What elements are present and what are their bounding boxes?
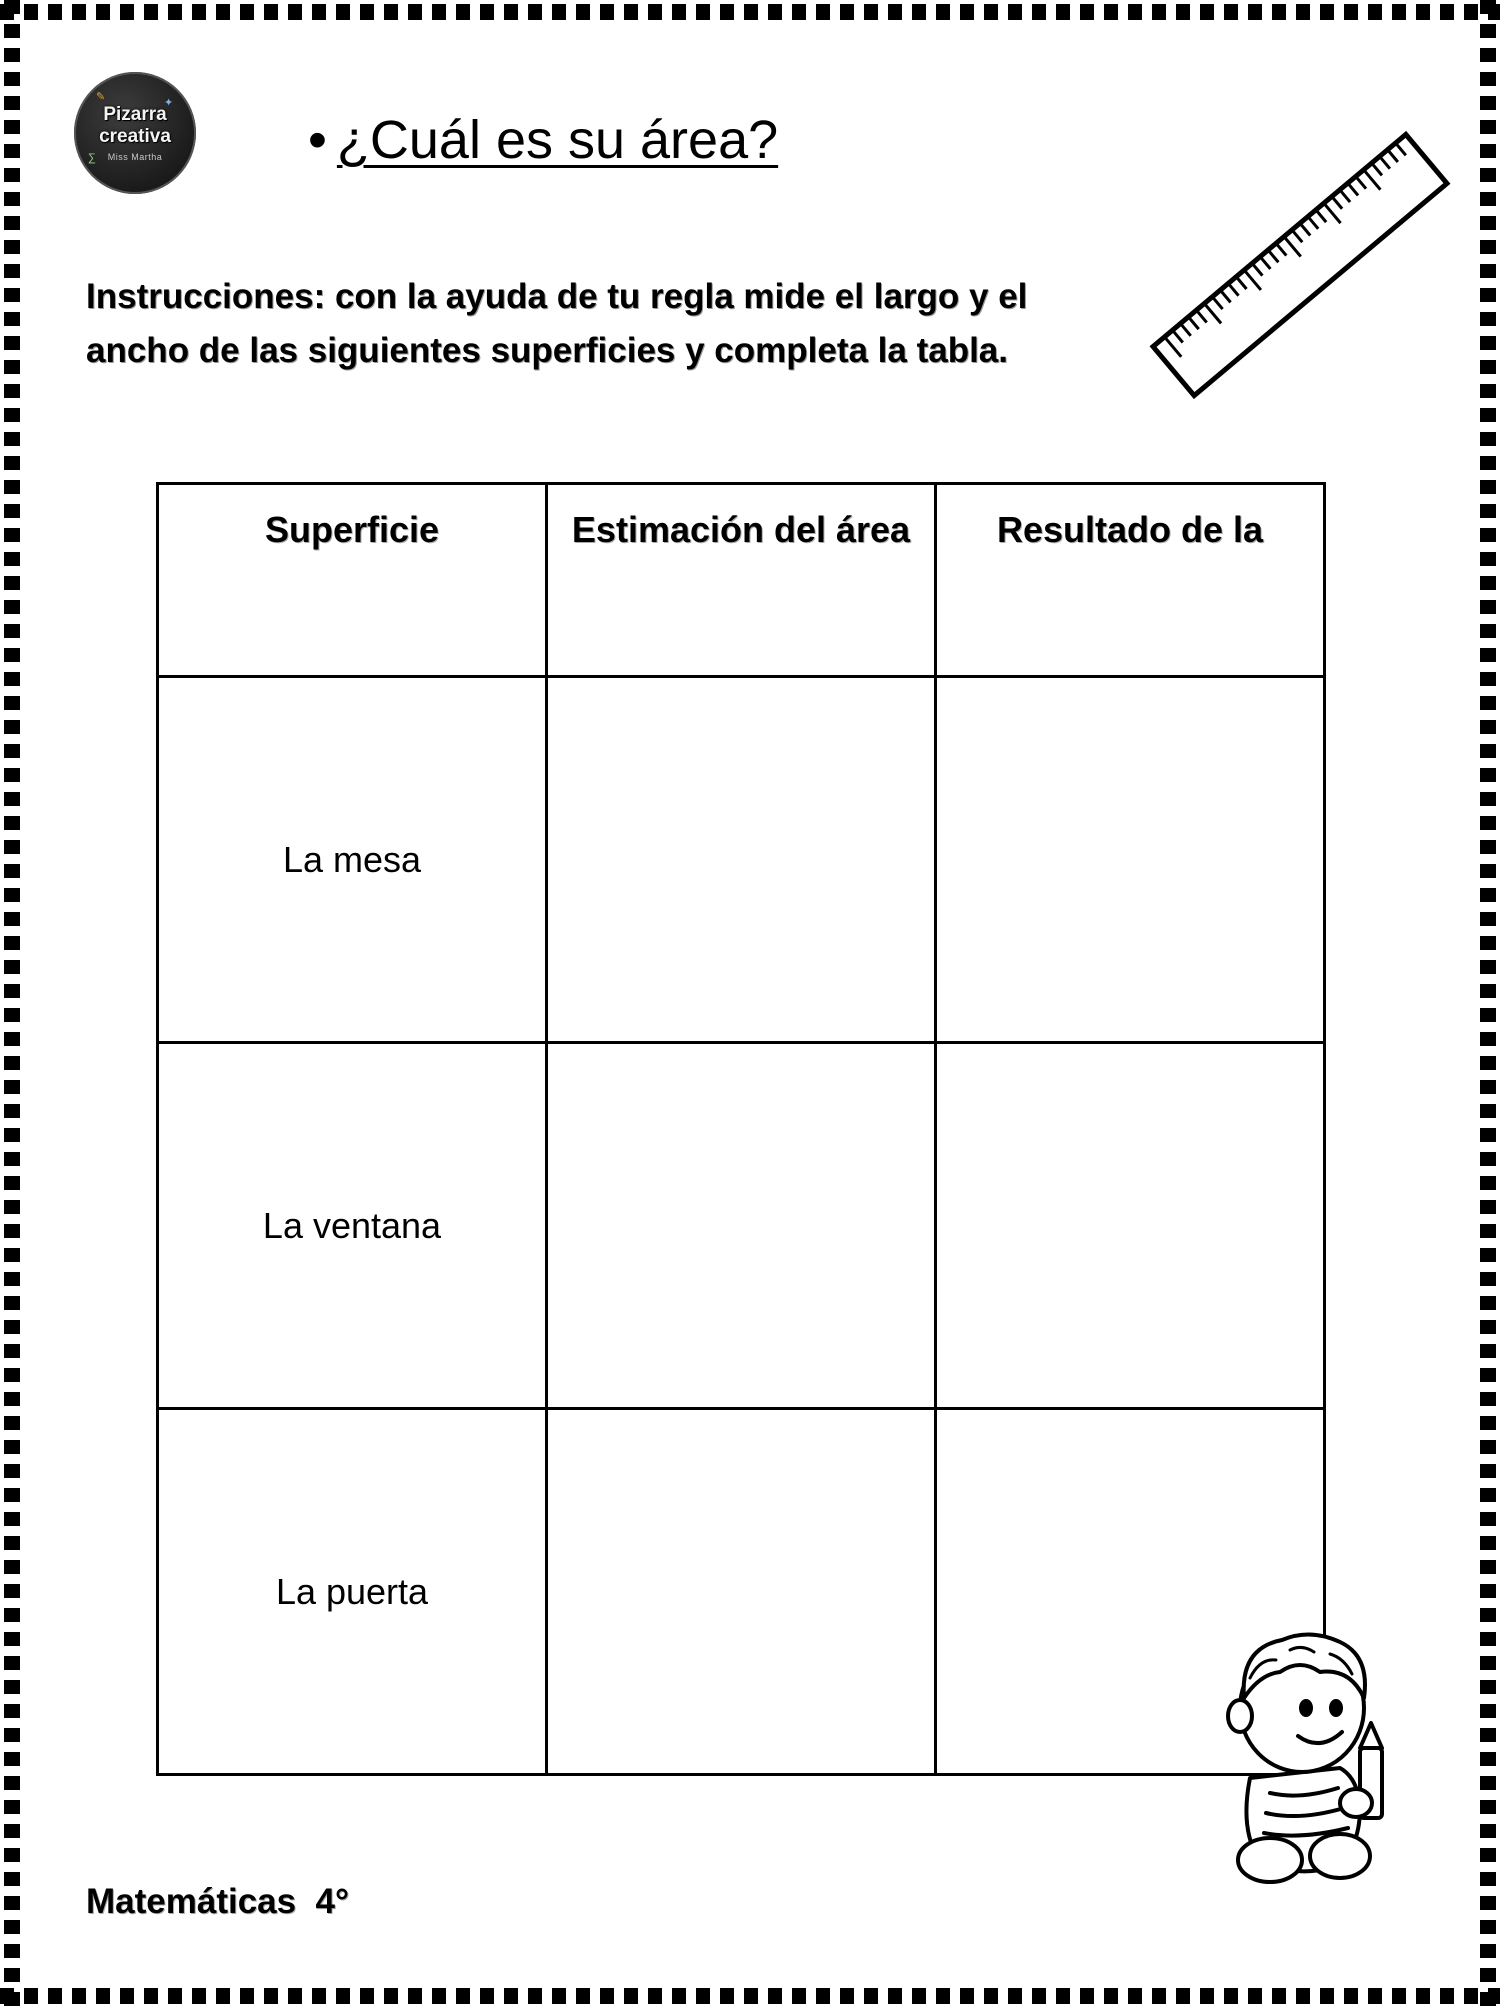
footer-subject: Matemáticas 4°: [86, 1882, 350, 1921]
surface-cell: La mesa: [158, 677, 547, 1043]
result-cell[interactable]: [936, 677, 1325, 1043]
estimate-cell[interactable]: [547, 1409, 936, 1775]
page-border-top: [0, 4, 1500, 20]
logo-text-line2: creativa: [99, 126, 171, 147]
logo-doodle: ✦: [164, 97, 174, 109]
logo-text-line3: Miss Martha: [107, 152, 163, 162]
child-drawing-icon: [1210, 1628, 1420, 1888]
page-border-left: [4, 0, 20, 2010]
table-row: [158, 677, 1325, 1043]
area-table: [156, 482, 1326, 1776]
instructions-text: Instrucciones: con la ayuda de tu regla mide el largo y el ancho de las siguientes superficies y completa la tabla.: [86, 277, 1028, 370]
page-border-bottom: [0, 1988, 1500, 2004]
logo-doodle: ✎: [96, 91, 106, 103]
surface-cell: La ventana: [158, 1043, 547, 1409]
title-text: ¿Cuál es su área?: [336, 110, 779, 170]
ruler-icon: [1130, 95, 1470, 435]
page-title: [308, 108, 778, 172]
logo-doodle: ∑: [88, 152, 96, 164]
header-estimacion: Estimación del área: [547, 484, 936, 677]
surface-cell: La puerta: [158, 1409, 547, 1775]
estimate-cell[interactable]: [547, 1043, 936, 1409]
table-row: [158, 1409, 1325, 1775]
header-superficie: Superficie: [158, 484, 547, 677]
logo-text-line1: Pizarra: [103, 104, 167, 125]
result-cell[interactable]: [936, 1043, 1325, 1409]
estimate-cell[interactable]: [547, 677, 936, 1043]
pizarra-creativa-logo: [74, 72, 196, 194]
table-row: [158, 1043, 1325, 1409]
header-resultado: Resultado de la: [936, 484, 1325, 677]
title-bullet: •: [308, 110, 327, 170]
page-border-right: [1480, 0, 1496, 2010]
